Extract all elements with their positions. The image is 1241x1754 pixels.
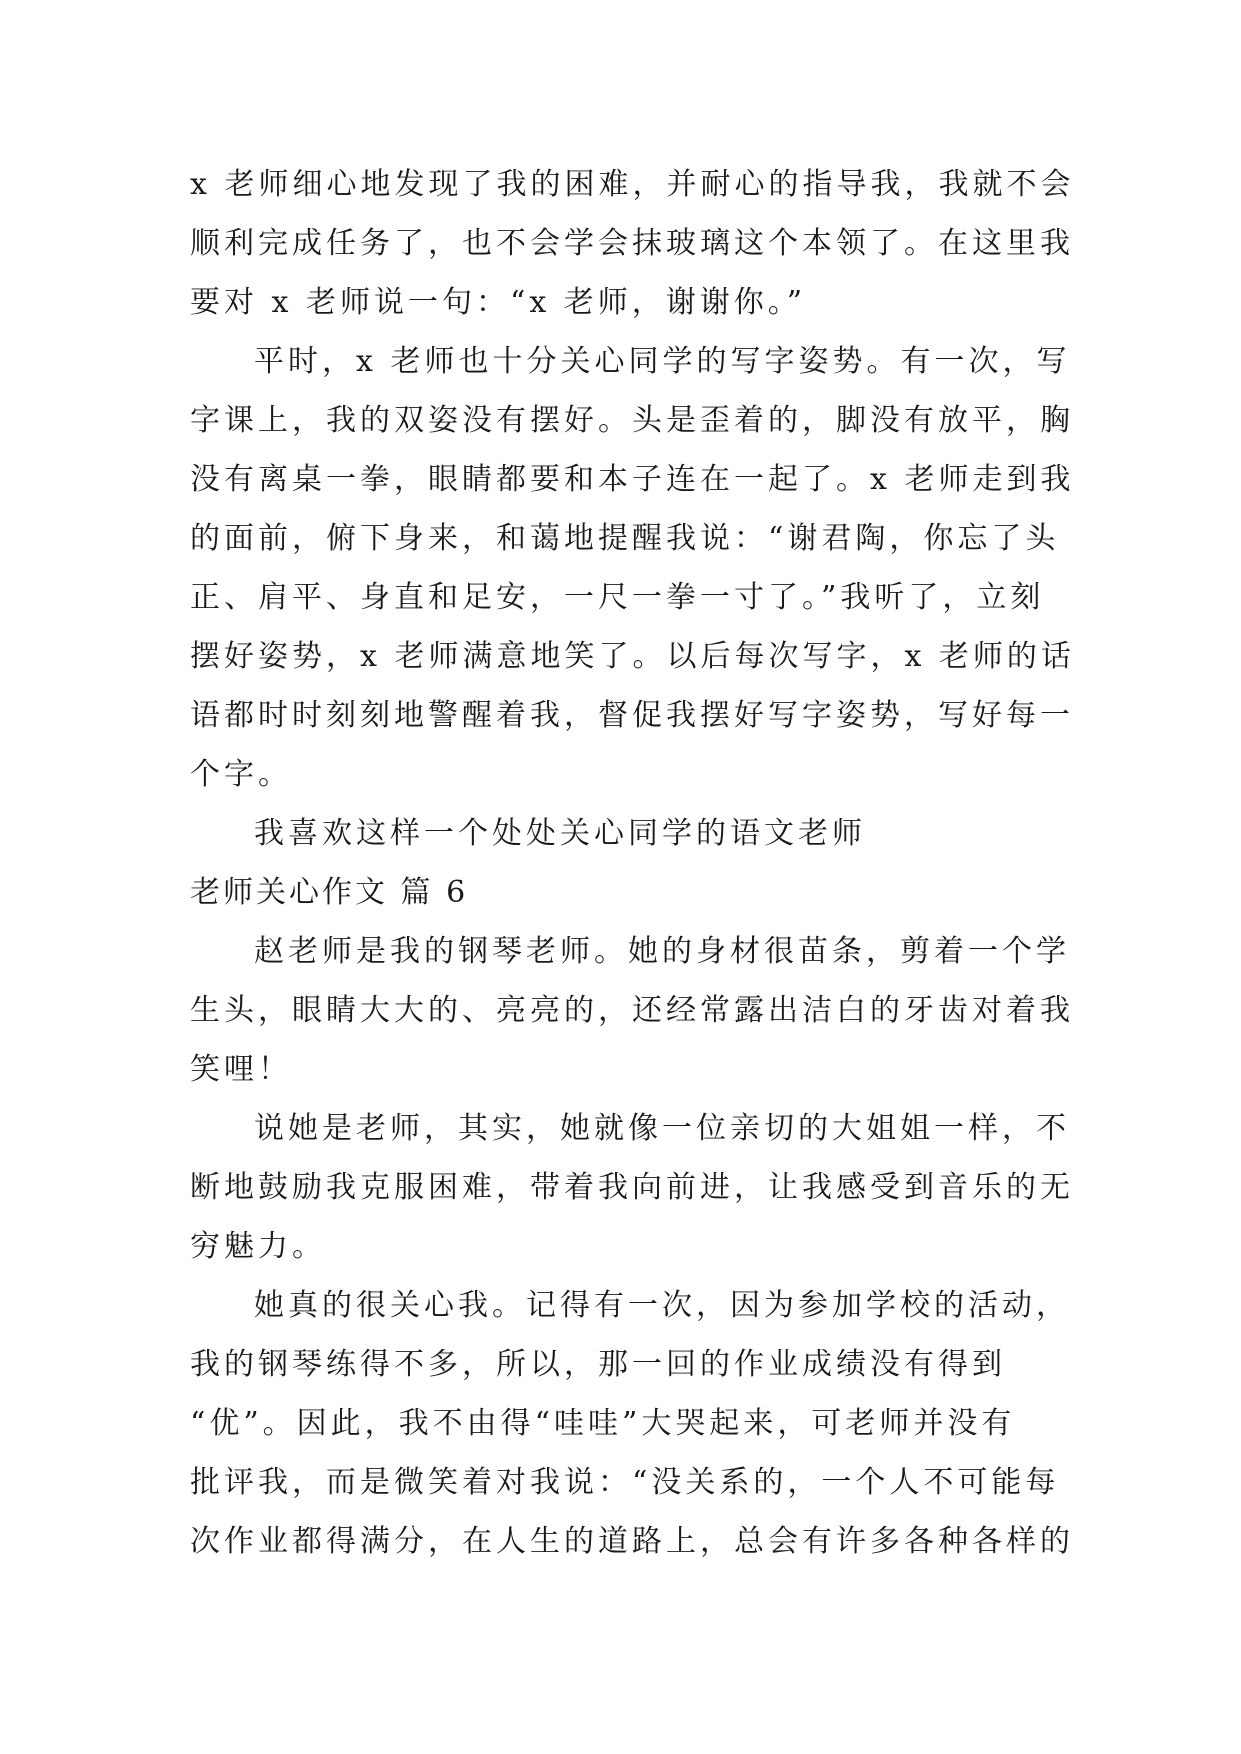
text-line: 的面前，俯下身来，和蔼地提醒我说：“谢君陶，你忘了头	[190, 521, 1060, 556]
text-line: 正、肩平、身直和足安，一尺一拳一寸了。”我听了，立刻	[190, 580, 1045, 615]
paragraph-start-line: 说她是老师，其实，她就像一位亲切的大姐姐一样，不	[254, 1111, 1070, 1146]
text-line: 生头，眼睛大大的、亮亮的，还经常露出洁白的牙齿对着我	[190, 993, 1074, 1028]
text-line: 字课上，我的双姿没有摆好。头是歪着的，脚没有放平，胸	[190, 403, 1074, 438]
text-line: 断地鼓励我克服困难，带着我向前进，让我感受到音乐的无	[190, 1170, 1074, 1205]
text-line: 要对 x 老师说一句：“x 老师，谢谢你。”	[190, 285, 807, 320]
text-line: 笑哩！	[190, 1052, 292, 1087]
paragraph-start-line: 平时，x 老师也十分关心同学的写字姿势。有一次，写	[254, 344, 1071, 379]
text-line: 顺利完成任务了，也不会学会抹玻璃这个本领了。在这里我	[190, 226, 1074, 261]
text-line: 个字。	[190, 757, 292, 792]
paragraph-start-line: 我喜欢这样一个处处关心同学的语文老师	[254, 816, 866, 851]
text-line: 次作业都得满分，在人生的道路上，总会有许多各种各样的	[190, 1524, 1074, 1559]
paragraph-start-line: 她真的很关心我。记得有一次，因为参加学校的活动，	[254, 1288, 1070, 1323]
text-line: 没有离桌一拳，眼睛都要和本子连在一起了。x 老师走到我	[190, 462, 1075, 497]
text-line: “优”。因此，我不由得“哇哇”大哭起来，可老师并没有	[190, 1406, 1016, 1441]
text-line: 穷魅力。	[190, 1229, 326, 1264]
document-body	[190, 155, 1075, 1571]
text-line: 语都时时刻刻地警醒着我，督促我摆好写字姿势，写好每一	[190, 698, 1074, 733]
text-line: 批评我，而是微笑着对我说：“没关系的，一个人不可能每	[190, 1465, 1060, 1500]
section-heading: 老师关心作文 篇 6	[190, 875, 469, 910]
paragraph-start-line: 赵老师是我的钢琴老师。她的身材很苗条，剪着一个学	[254, 934, 1070, 969]
text-line: 摆好姿势，x 老师满意地笑了。以后每次写字，x 老师的话	[190, 639, 1075, 674]
text-line: x 老师细心地发现了我的困难，并耐心的指导我，我就不会	[190, 167, 1075, 202]
text-line: 我的钢琴练得不多，所以，那一回的作业成绩没有得到	[190, 1347, 1006, 1382]
